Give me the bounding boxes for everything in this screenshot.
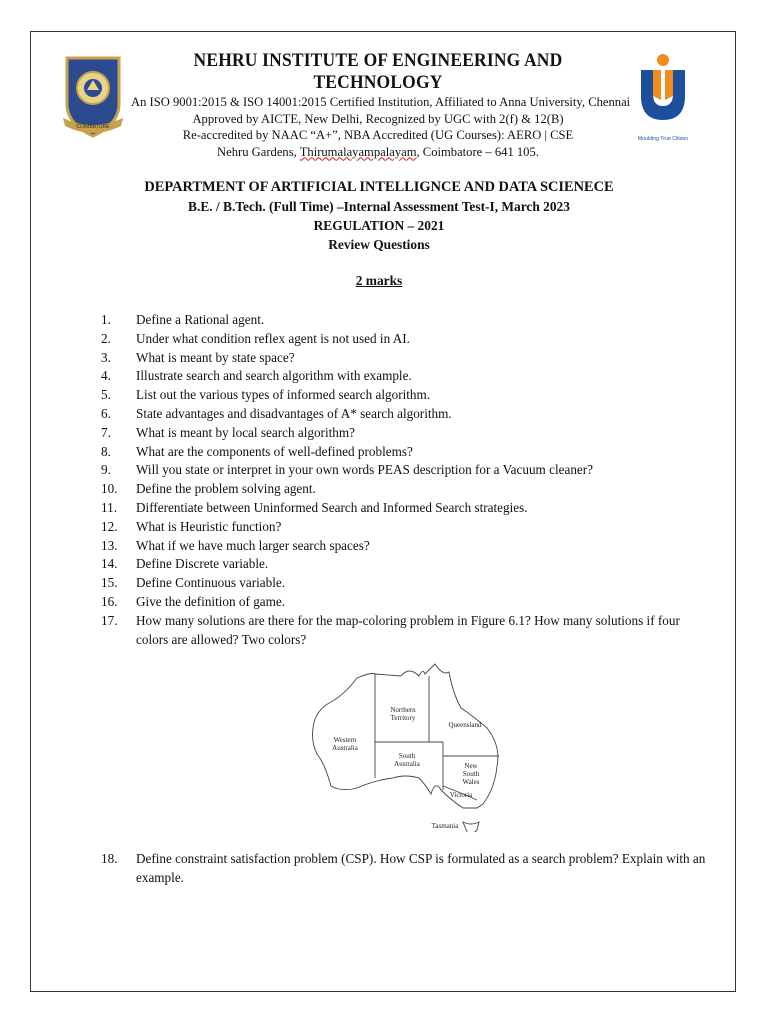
- question-item: [101, 518, 711, 537]
- question-text: Give the definition of game.: [136, 593, 286, 609]
- question-item: [101, 349, 711, 368]
- question-text: Illustrate search and search algorithm with example.: [136, 368, 412, 384]
- question-number: 11.: [101, 499, 117, 515]
- question-item: [101, 386, 711, 405]
- question-text: List out the various types of informed search algorithm.: [136, 387, 431, 403]
- institute-seal-logo: [61, 52, 125, 142]
- question-text: What if we have much larger search spaces?: [136, 537, 370, 553]
- label-queensland: Queensland: [448, 721, 482, 729]
- question-item: [101, 593, 711, 612]
- programme-line: B.E. / B.Tech. (Full Time) –Internal Assessment Test-I, March 2023: [188, 199, 570, 214]
- question-18: [101, 850, 711, 888]
- question-number: 16.: [101, 593, 118, 609]
- accreditation-line: Re-accredited by NAAC “A+”, NBA Accredited (UG Courses): AERO | CSE: [182, 128, 574, 142]
- question-text: What is meant by local search algorithm?: [136, 424, 355, 440]
- question-text: Define the problem solving agent.: [136, 481, 316, 497]
- question-number: 15.: [101, 575, 118, 591]
- question-number: 13.: [101, 537, 118, 553]
- address-line: Nehru Gardens, Thirumalayampalayam, Coimbatore – 641 105.: [217, 144, 539, 159]
- question-number: 17.: [101, 612, 118, 628]
- department-title: DEPARTMENT OF ARTIFICIAL INTELLIGNCE AND DATA SCIENECE: [144, 179, 614, 195]
- document-titles: [31, 178, 727, 254]
- question-item: [101, 424, 711, 443]
- label-northern-territory-1: Northern: [390, 706, 416, 714]
- letterhead: [31, 32, 737, 159]
- label-tasmania: Tasmania: [431, 822, 459, 830]
- question-item: [101, 537, 711, 556]
- label-new-south-wales-2: South: [462, 770, 480, 778]
- question-number: 9.: [101, 462, 111, 478]
- label-western-australia-1: Western: [333, 736, 357, 744]
- question-item: [101, 367, 711, 386]
- question-number: 10.: [101, 481, 118, 497]
- question-text: What are the components of well-defined problems?: [136, 443, 413, 459]
- map-tasmania: [463, 822, 479, 832]
- question-item: [101, 555, 711, 574]
- institute-address-block: [131, 50, 631, 160]
- question-text: What is Heuristic function?: [136, 518, 282, 534]
- question-item: [101, 461, 711, 480]
- question-text: Differentiate between Uninformed Search and Informed Search strategies.: [136, 499, 528, 515]
- question-text: Define Continuous variable.: [136, 575, 286, 591]
- question-text: State advantages and disadvantages of A* search algorithm.: [136, 405, 452, 421]
- question-number: 1.: [101, 312, 111, 327]
- label-western-australia-2: Australia: [332, 744, 358, 752]
- question-number: 4.: [101, 368, 111, 384]
- question-text: Under what condition reflex agent is not used in AI.: [136, 330, 410, 346]
- question-number: 2.: [101, 330, 111, 346]
- question-number: 6.: [101, 405, 111, 421]
- question-item: [101, 311, 711, 330]
- nehru-group-logo: [631, 50, 695, 150]
- question-item: [101, 443, 711, 462]
- question-item: [101, 405, 711, 424]
- document-page: [30, 31, 736, 992]
- question-text: Will you state or interpret in your own words PEAS description for a Vacuum cleaner?: [136, 462, 594, 478]
- question-number: 14.: [101, 556, 118, 572]
- question-item: [101, 499, 711, 518]
- question-item: [101, 612, 711, 650]
- seal-caption: COIMBATORE: [76, 124, 110, 130]
- question-number: 18.: [101, 851, 118, 866]
- question-text: Define Discrete variable.: [136, 556, 269, 572]
- label-victoria: Victoria: [449, 791, 473, 799]
- question-item: [101, 574, 711, 593]
- label-south-australia-1: South: [398, 752, 416, 760]
- logo-caption: Moulding True Citizen: [637, 136, 689, 142]
- australia-map-figure: [301, 654, 511, 832]
- address-place: Thirumalayampalayam: [299, 144, 417, 159]
- question-number: 7.: [101, 424, 111, 440]
- question-number: 8.: [101, 443, 111, 459]
- question-item: [101, 480, 711, 499]
- page-title: Review Questions: [328, 237, 430, 252]
- regulation-line: REGULATION – 2021: [313, 218, 445, 233]
- label-northern-territory-2: Territory: [390, 714, 416, 722]
- institute-name: NEHRU INSTITUTE OF ENGINEERING AND TECHNOLOGY: [193, 50, 563, 93]
- question-text: Define a Rational agent.: [136, 312, 265, 327]
- question-number: 3.: [101, 349, 111, 365]
- question-text: Define constraint satisfaction problem (CSP). How CSP is formulated as a search problem? Explain with an example.: [136, 851, 706, 885]
- question-number: 12.: [101, 518, 118, 534]
- question-item: [101, 330, 711, 349]
- approval-line: Approved by AICTE, New Delhi, Recognized by UGC with 2(f) & 12(B): [192, 111, 564, 126]
- label-south-australia-2: Australia: [394, 760, 420, 768]
- question-text: What is meant by state space?: [136, 349, 295, 365]
- label-new-south-wales-3: Wales: [462, 778, 480, 786]
- certification-line: An ISO 9001:2015 & ISO 14001:2015 Certified Institution, Affiliated to Anna University, Chennai: [131, 95, 631, 109]
- question-number: 5.: [101, 387, 111, 403]
- section-heading: 2 marks: [355, 273, 403, 288]
- question-text: How many solutions are there for the map-coloring problem in Figure 6.1? How many solutions if four colors are allowed? Two colors?: [136, 612, 680, 647]
- question-list: [101, 311, 711, 649]
- label-new-south-wales-1: New: [464, 762, 478, 770]
